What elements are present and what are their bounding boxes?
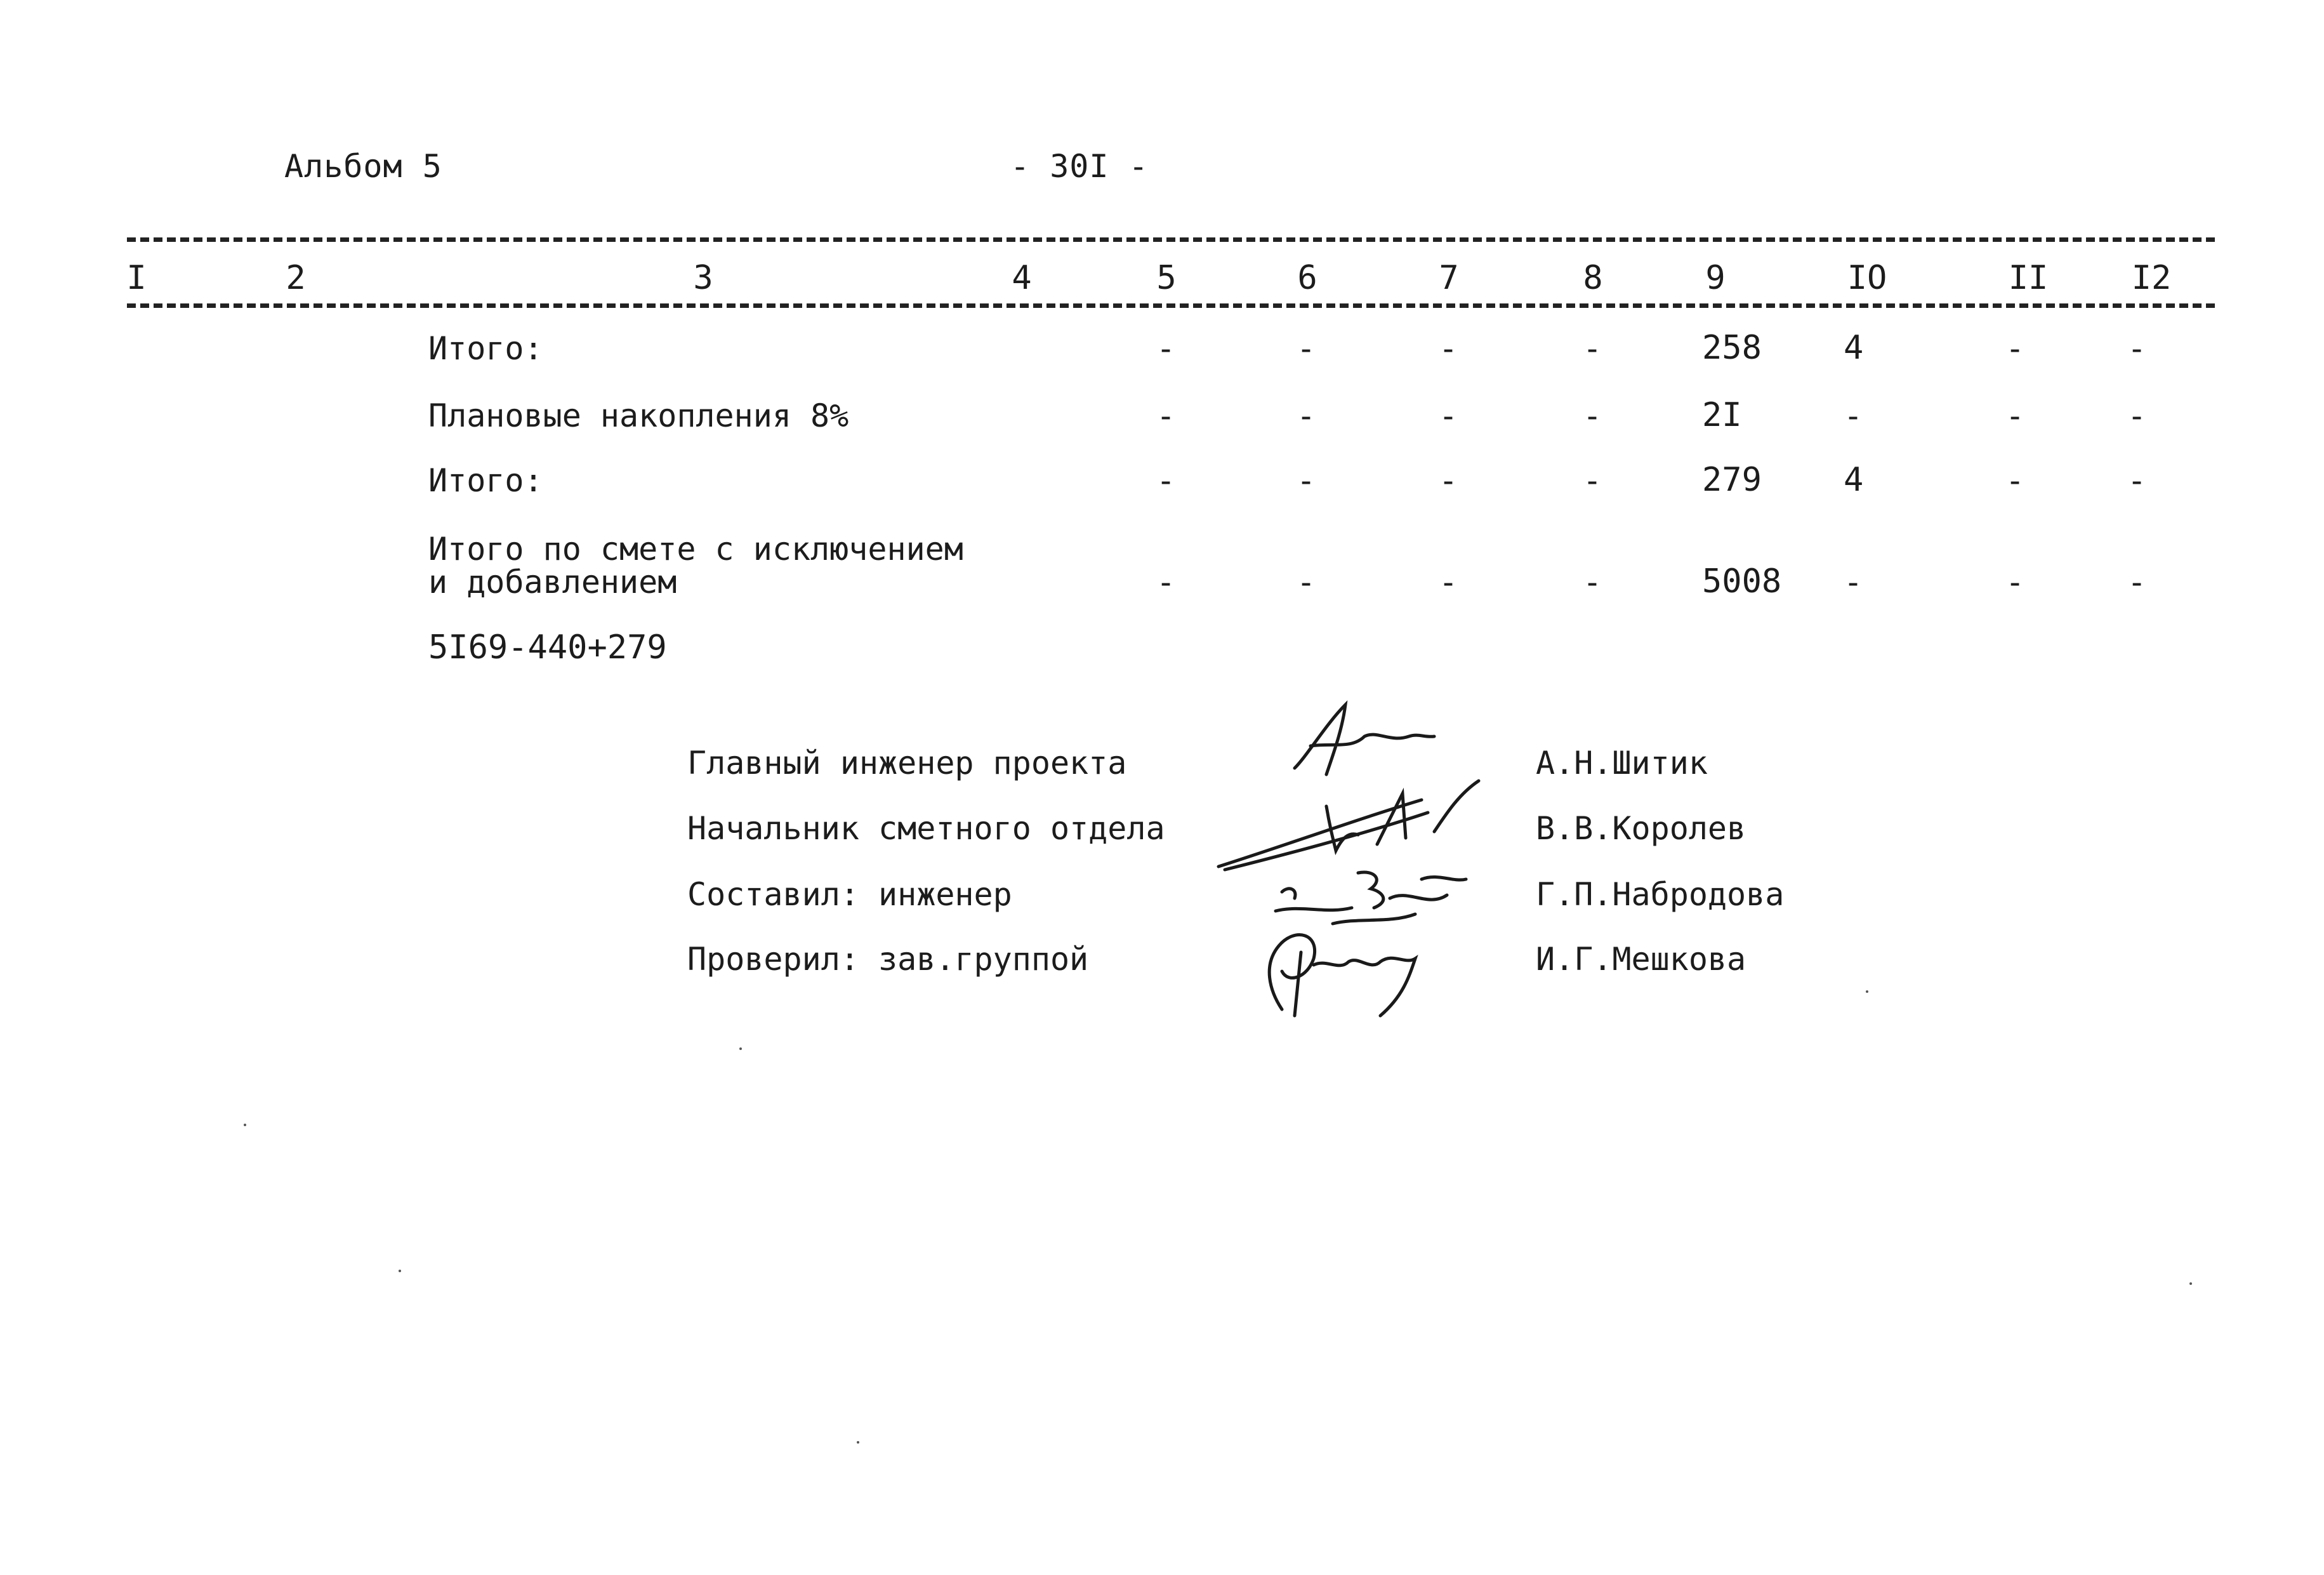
- signer-role: Составил: инженер: [687, 876, 1012, 913]
- scan-speck: [399, 1270, 401, 1272]
- cell-col12: -: [2127, 330, 2147, 367]
- cell-col10: 4: [1844, 329, 1864, 367]
- cell-col5: -: [1156, 330, 1176, 367]
- cell-col11: -: [2005, 397, 2025, 434]
- scan-speck: [739, 1047, 742, 1050]
- signature-drawing: [1244, 914, 1447, 1022]
- cell-col8: -: [1583, 564, 1602, 601]
- scan-speck: [1866, 990, 1868, 993]
- cell-col7: -: [1439, 462, 1458, 499]
- cell-col11: -: [2005, 564, 2025, 601]
- cell-col12: -: [2127, 462, 2147, 499]
- cell-col9: 279: [1702, 461, 1762, 499]
- cell-col9: 2I: [1702, 396, 1742, 434]
- column-number: 8: [1583, 259, 1603, 297]
- cell-col10: -: [1844, 397, 1863, 434]
- signer-name: А.Н.Шитик: [1536, 745, 1708, 781]
- column-number: 3: [693, 259, 713, 297]
- cell-col5: -: [1156, 564, 1176, 601]
- album-label: Альбом 5: [284, 148, 442, 185]
- cell-col6: -: [1297, 330, 1316, 367]
- column-number: 2: [286, 259, 306, 297]
- cell-col10: -: [1844, 564, 1863, 601]
- formula-note: 5I69-440+279: [428, 628, 667, 667]
- column-number: IO: [1847, 259, 1887, 297]
- cell-col8: -: [1583, 397, 1602, 434]
- cell-col9: 5008: [1702, 562, 1782, 601]
- cell-col8: -: [1583, 462, 1602, 499]
- column-number: I: [126, 259, 147, 297]
- row-label-line2: и добавлением: [428, 564, 677, 601]
- cell-col6: -: [1297, 397, 1316, 434]
- signer-role: Проверил: зав.группой: [687, 941, 1089, 978]
- cell-col6: -: [1297, 462, 1316, 499]
- cell-col10: 4: [1844, 461, 1864, 499]
- row-label: Итого:: [428, 462, 543, 499]
- scan-speck: [2189, 1282, 2192, 1285]
- cell-col7: -: [1439, 564, 1458, 601]
- cell-col8: -: [1583, 330, 1602, 367]
- scan-speck: [244, 1124, 246, 1126]
- signer-name: Г.П.Набродова: [1536, 876, 1785, 913]
- row-label-line1: Итого по смете с исключением: [428, 531, 963, 568]
- signature-drawing: [1282, 698, 1447, 787]
- cell-col9: 258: [1702, 329, 1762, 367]
- column-number: I2: [2131, 259, 2172, 297]
- table-top-rule: [127, 237, 2215, 242]
- column-number: 6: [1297, 259, 1317, 297]
- column-number: 9: [1705, 259, 1726, 297]
- table-header-rule: [127, 303, 2215, 308]
- column-number: 7: [1439, 259, 1459, 297]
- cell-col6: -: [1297, 564, 1316, 601]
- scan-speck: [857, 1441, 859, 1444]
- signer-name: И.Г.Мешкова: [1536, 941, 1746, 978]
- cell-col5: -: [1156, 462, 1176, 499]
- column-number: 4: [1012, 259, 1032, 297]
- cell-col11: -: [2005, 330, 2025, 367]
- cell-col7: -: [1439, 397, 1458, 434]
- row-label: Итого:: [428, 330, 543, 367]
- cell-col5: -: [1156, 397, 1176, 434]
- cell-col12: -: [2127, 564, 2147, 601]
- signer-name: В.В.Королев: [1536, 810, 1746, 847]
- cell-col7: -: [1439, 330, 1458, 367]
- row-label: Плановые накопления 8%: [428, 397, 849, 434]
- column-number: II: [2008, 259, 2049, 297]
- signer-role: Главный инженер проекта: [687, 745, 1127, 781]
- cell-col12: -: [2127, 397, 2147, 434]
- page-number: - 30I -: [1010, 148, 1149, 185]
- signer-role: Начальник сметного отдела: [687, 810, 1165, 847]
- cell-col11: -: [2005, 462, 2025, 499]
- column-number: 5: [1156, 259, 1177, 297]
